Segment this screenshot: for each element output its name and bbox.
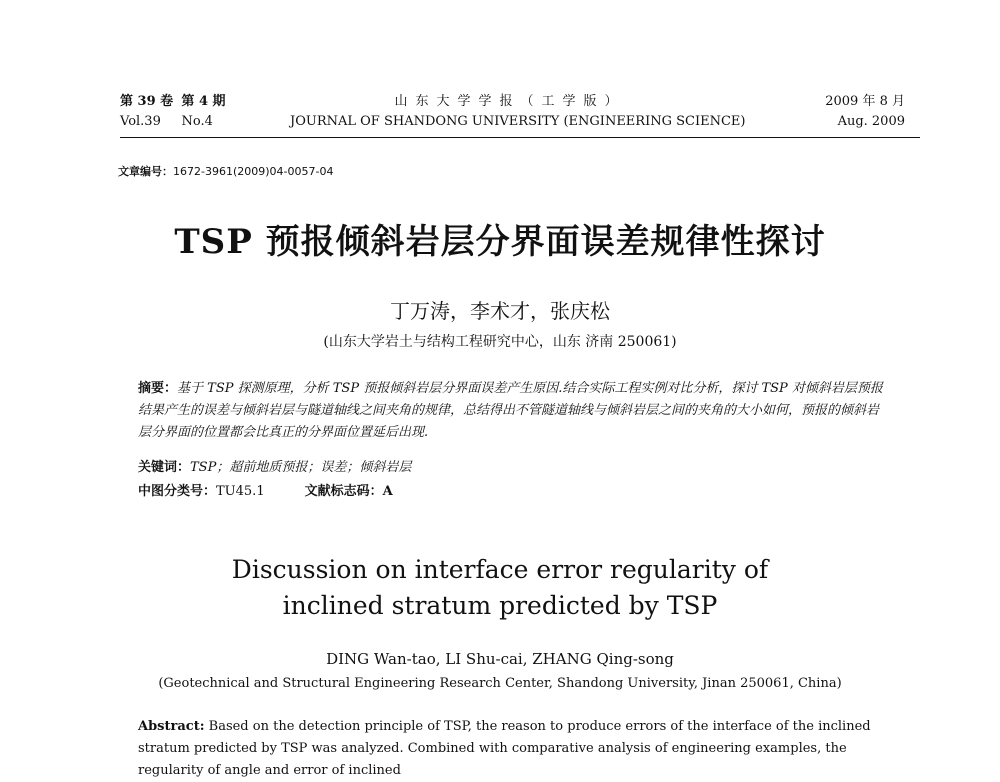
date-cn: 2009 年 8 月 [825, 94, 905, 109]
paper-title-en-text: Discussion on interface error regularity of inclined stratum predicted by TSP [231, 555, 769, 620]
paper-title-cn: TSP 预报倾斜岩层分界面误差规律性探讨 [174, 222, 826, 262]
abstract-en-text: Based on the detection principle of TSP, the reason to produce errors of the interface of the inclined stratum predicted by TSP was analyzed. Combined with comparative analysis of engineering examples, the regularity of angle and error of inclined [138, 719, 871, 778]
journal-name-en: JOURNAL OF SHANDONG UNIVERSITY (ENGINEERING SCIENCE) [290, 114, 746, 129]
issue-cn: 第 4 期 [181, 94, 226, 109]
date-en: Aug. 2009 [837, 114, 905, 129]
article-number-label: 文章编号： [118, 165, 173, 178]
issue-en: No.4 [181, 114, 213, 129]
affiliation-en: (Geotechnical and Structural Engineering Research Center, Shandong University, Jinan 250061, China) [158, 676, 842, 691]
abstract-en-label: Abstract: [138, 719, 205, 734]
clc-label: 中图分类号： [138, 484, 217, 499]
abstract-cn [138, 378, 883, 444]
abstract-en [138, 716, 883, 782]
classification-line [138, 480, 393, 499]
journal-date [815, 92, 905, 132]
authors-en: DING Wan-tao, LI Shu-cai, ZHANG Qing-song [326, 650, 674, 668]
authors-cn: 丁万涛，李术才，张庆松 [390, 299, 610, 323]
doc-code-label: 文献标志码： [304, 484, 383, 499]
keywords-cn-text: TSP；超前地质预报；误差；倾斜岩层 [190, 460, 412, 475]
doc-code-value: A [382, 484, 393, 499]
affiliation-cn: (山东大学岩土与结构工程研究中心，山东 济南 250061) [323, 334, 677, 350]
paper-title-en [0, 552, 1000, 624]
abstract-cn-text: 基于 TSP 探测原理，分析 TSP 预报倾斜岩层分界面误差产生原因.结合实际工程实例对比分析，探讨 TSP 对倾斜岩层预报结果产生的误差与倾斜岩层与隧道轴线之间夹角的规律，总结得出不管隧道轴线与倾斜岩层之间的夹角的大小如何，预报的倾斜岩层分界面的位置都会比真正的分界面位置延后出现. [138, 381, 883, 440]
journal-name [290, 92, 746, 132]
keywords-cn [138, 456, 411, 475]
volume-cn: 第 39 卷 [120, 94, 174, 109]
journal-name-cn: 山东大学学报（工学版） [394, 94, 626, 109]
clc-value: TU45.1 [216, 484, 265, 499]
article-number [118, 163, 333, 179]
journal-volume-issue [120, 92, 226, 132]
volume-en: Vol.39 [120, 114, 161, 129]
keywords-cn-label: 关键词： [138, 460, 191, 475]
article-number-value: 1672-3961(2009)04-0057-04 [173, 165, 334, 178]
header-divider [120, 137, 920, 138]
abstract-cn-label: 摘要： [138, 381, 178, 396]
